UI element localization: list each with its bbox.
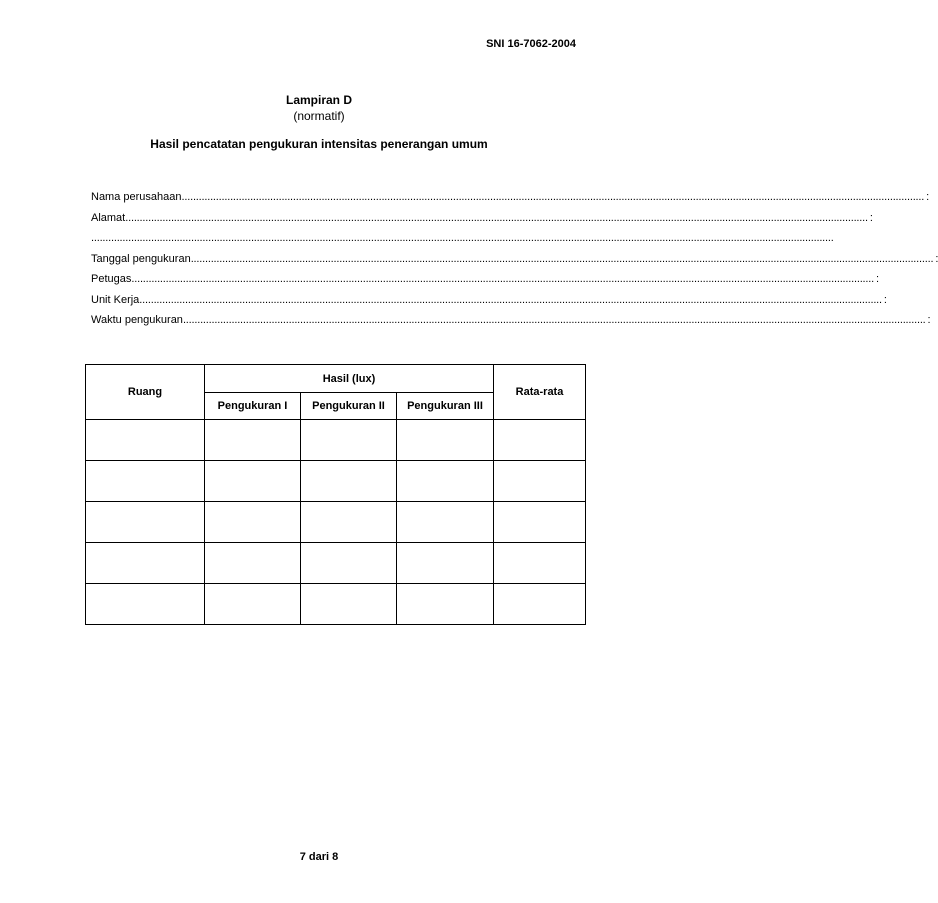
field-colon: : <box>927 314 931 327</box>
header-average: Rata-rata <box>494 365 586 420</box>
field-work-unit <box>91 290 887 311</box>
header-result-lux: Hasil (lux) <box>205 365 494 393</box>
field-label: Nama perusahaan <box>91 191 182 204</box>
dotted-leader: .................................................................................................................................................................................................................................................................... <box>91 232 834 245</box>
cell-average <box>494 502 586 543</box>
field-label: Petugas <box>91 273 132 286</box>
dotted-leader: .................................................................................................................................................................................................................................................................... <box>182 314 926 327</box>
cell-room <box>86 502 205 543</box>
cell-room <box>86 543 205 584</box>
cell-measurement-3 <box>397 502 494 543</box>
cell-measurement-3 <box>397 584 494 625</box>
field-label: Alamat <box>91 211 126 224</box>
cell-measurement-2 <box>301 584 397 625</box>
cell-measurement-1 <box>205 543 301 584</box>
cell-room <box>86 461 205 502</box>
field-colon: : <box>926 191 930 204</box>
header-room: Ruang <box>86 365 205 420</box>
table-row <box>86 461 586 502</box>
field-company-name <box>91 187 930 208</box>
field-address <box>91 208 873 229</box>
measurement-table <box>85 364 586 625</box>
field-address-continued <box>91 228 834 249</box>
form-fields <box>91 187 934 331</box>
header-measurement-2: Pengukuran II <box>301 393 397 420</box>
cell-room <box>86 584 205 625</box>
field-colon <box>933 253 938 265</box>
cell-room <box>86 420 205 461</box>
field-colon: : <box>875 273 880 286</box>
cell-average <box>494 461 586 502</box>
dotted-leader: .................................................................................................................................................................................................................................................................... <box>181 191 925 204</box>
annex-title: Lampiran D <box>285 93 352 107</box>
cell-measurement-2 <box>301 543 397 584</box>
cell-measurement-3 <box>397 543 494 584</box>
table-row <box>86 502 586 543</box>
cell-average <box>494 543 586 584</box>
cell-measurement-1 <box>205 502 301 543</box>
cell-average <box>494 420 586 461</box>
cell-measurement-1 <box>205 420 301 461</box>
dotted-leader: .................................................................................................................................................................................................................................................................... <box>125 211 868 224</box>
document-heading: Hasil pencatatan pengukuran intensitas penerangan umum <box>150 137 488 151</box>
cell-measurement-3 <box>397 420 494 461</box>
field-label: Unit Kerja <box>91 293 140 306</box>
standard-number: SNI 16-7062-2004 <box>486 38 576 50</box>
header-measurement-3: Pengukuran III <box>397 393 494 420</box>
field-label: Tanggal pengukuran <box>91 252 191 265</box>
field-measurement-date <box>91 249 934 270</box>
field-colon: : <box>883 293 887 306</box>
table-row <box>86 584 586 625</box>
cell-measurement-1 <box>205 461 301 502</box>
table-row <box>86 543 586 584</box>
annex-subtitle: (normatif) <box>293 109 345 123</box>
cell-measurement-2 <box>301 502 397 543</box>
dotted-leader: .................................................................................................................................................................................................................................................................... <box>139 293 882 306</box>
cell-average <box>494 584 586 625</box>
cell-measurement-1 <box>205 584 301 625</box>
table-body <box>86 420 586 625</box>
field-colon: : <box>869 211 873 224</box>
dotted-leader: .................................................................................................................................................................................................................................................................... <box>131 273 874 286</box>
field-measurement-time <box>91 310 931 331</box>
dotted-leader: .................................................................................................................................................................................................................................................................... <box>190 252 934 265</box>
table-row <box>86 420 586 461</box>
page-number: 7 dari 8 <box>299 851 339 863</box>
cell-measurement-3 <box>397 461 494 502</box>
field-officer <box>91 269 880 290</box>
cell-measurement-2 <box>301 461 397 502</box>
cell-measurement-2 <box>301 420 397 461</box>
header-measurement-1: Pengukuran I <box>205 393 301 420</box>
field-label: Waktu pengukuran <box>91 314 183 327</box>
